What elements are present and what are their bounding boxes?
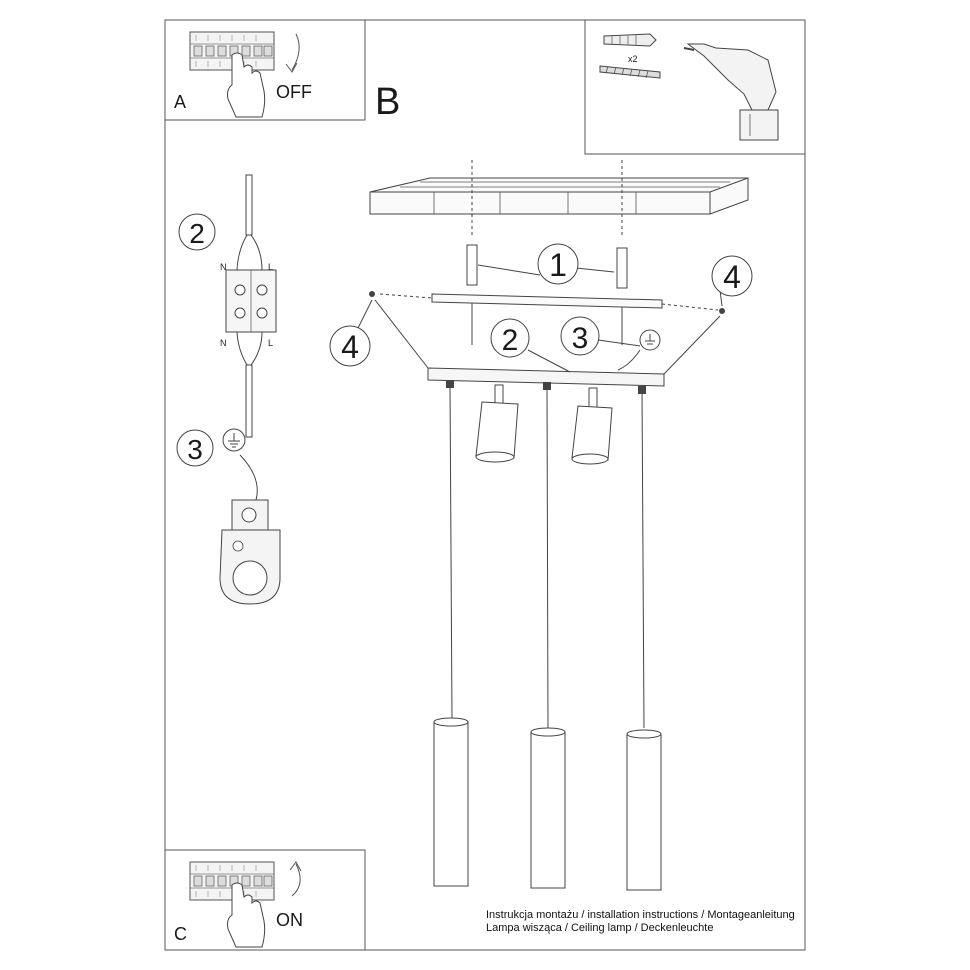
- panel-b-letter: B: [375, 81, 401, 123]
- ground-detail: [177, 429, 280, 604]
- spotlights: [476, 385, 612, 464]
- ground-symbol-icon: [223, 429, 245, 451]
- panel-a-letter: A: [174, 92, 187, 112]
- ceiling-block: [370, 160, 748, 236]
- tools-panel: [585, 20, 805, 154]
- live-bottom-label: L: [268, 338, 274, 348]
- footer-caption: [486, 909, 795, 935]
- pendant-right: [627, 730, 661, 890]
- callout-4-left: 4: [341, 329, 359, 365]
- spotlight-left: [476, 385, 518, 462]
- spotlight-right: [572, 388, 612, 464]
- page-frame: [165, 20, 805, 950]
- off-label: OFF: [276, 82, 312, 102]
- quantity-label: x2: [628, 54, 638, 64]
- neutral-bottom-label: N: [220, 338, 227, 348]
- panel-c-letter: C: [174, 924, 187, 944]
- main-callouts: [330, 244, 752, 372]
- on-label: ON: [276, 910, 303, 930]
- pendant-middle: [531, 728, 565, 888]
- screw-left-icon: [369, 291, 375, 297]
- callout-4-right: 4: [723, 259, 741, 295]
- callout-2-main: 2: [501, 324, 519, 357]
- anchor-plug-icon: [604, 34, 656, 46]
- callout-2-left: 2: [189, 218, 205, 249]
- callout-3-main: 3: [571, 322, 589, 355]
- panel-a: [165, 20, 365, 120]
- live-top-label: L: [268, 262, 274, 272]
- pendant-left: [434, 718, 468, 886]
- callout-1-main: 1: [549, 247, 567, 283]
- callout-3-left: 3: [187, 434, 203, 465]
- footer-line-2: Lampa wisząca / Ceiling lamp / Deckenleuchte: [486, 922, 714, 934]
- pendants: [434, 380, 661, 890]
- canopy: [375, 300, 720, 386]
- neutral-top-label: N: [220, 262, 227, 272]
- screw-right-icon: [719, 308, 725, 314]
- footer-line-1: Instrukcja montażu / installation instructions / Montageanleitung: [486, 909, 795, 921]
- panel-c: [165, 850, 365, 950]
- wiring-detail: [179, 175, 276, 437]
- mounting-bar: [369, 291, 725, 314]
